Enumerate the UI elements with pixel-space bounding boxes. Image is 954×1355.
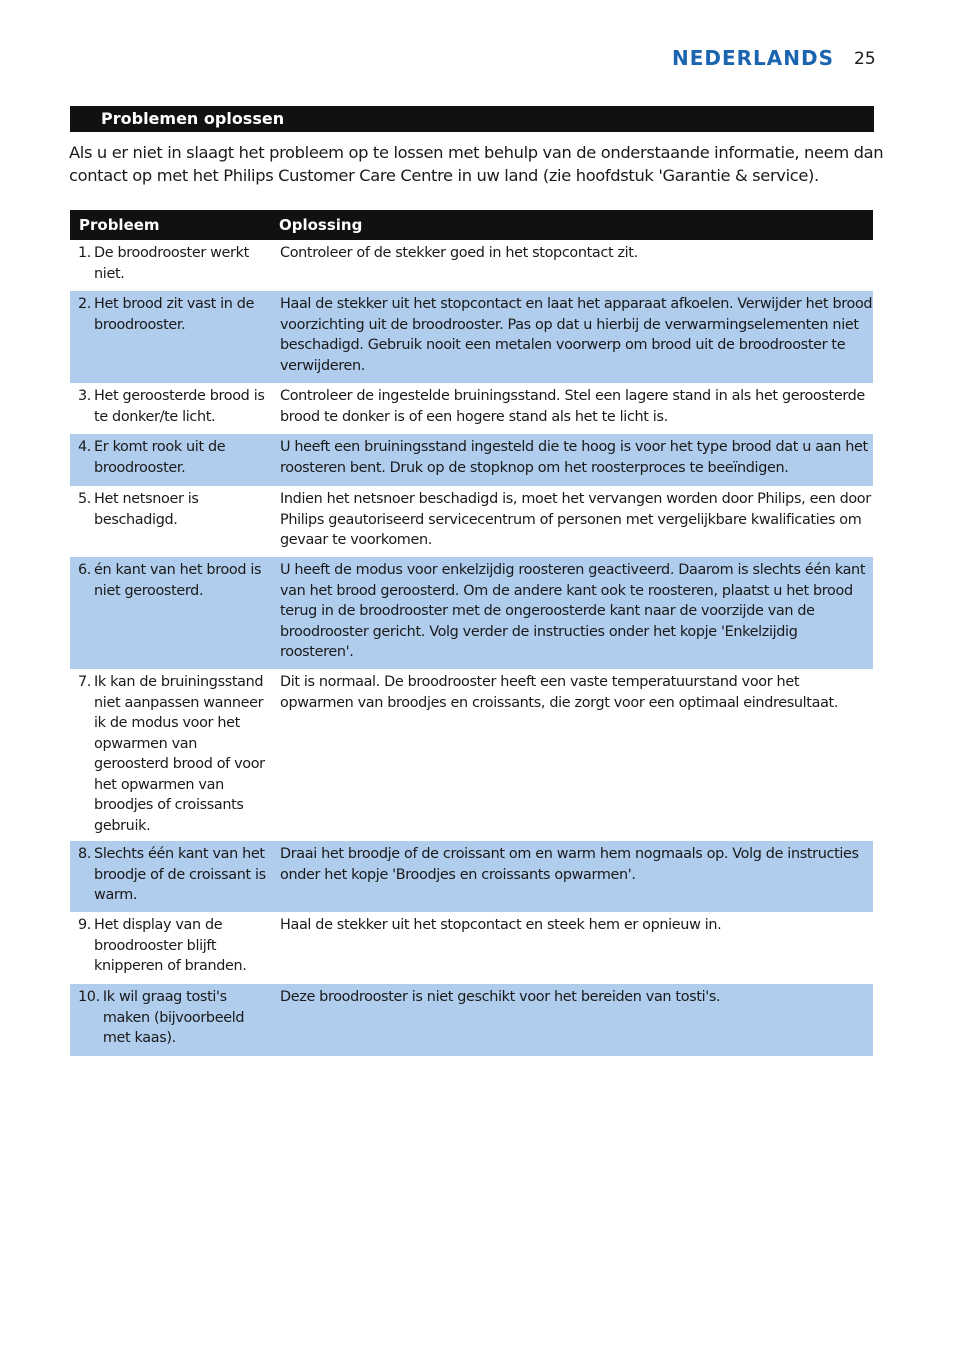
header-solution: Oplossing [279,216,363,234]
table-header [70,210,873,240]
problem-text: Er komt rook uit de broodrooster. [94,439,226,476]
header-language: NEDERLANDS [671,46,834,70]
problem-text: Ik wil graag tosti's maken (bijvoorbeeld met kaas). [102,989,245,1046]
problem-text: Ik kan de bruiningsstand niet aanpassen wanneer ik de modus voor het opwarmen van geroosterd brood of voor het opwarmen van broodjes of croissants gebruik. [94,674,265,834]
troubleshooting-table [70,210,873,1056]
intro-paragraph: Als u er niet in slaagt het probleem op te lossen met behulp van de onderstaande informatie, neem dan contact op met het Philips Customer Care Centre in uw land (zie hoofdstuk 'Garantie & service). [69,143,884,185]
problem-text: De broodrooster werkt niet. [94,245,249,282]
solution-cell: Draai het broodje of de croissant om en warm hem nogmaals op. Volg de instructies onder het kopje 'Broodjes en croissants opwarmen'. [280,846,859,883]
problem-cell [70,984,279,1056]
row-number: 7. [78,674,92,690]
problem-cell [70,291,279,383]
solution-cell: Haal de stekker uit het stopcontact en steek hem er opnieuw in. [280,917,722,933]
problem-cell [70,240,279,291]
table-row [70,912,873,984]
table-row [70,486,873,557]
problem-cell [70,669,279,841]
row-number: 10. [78,989,100,1005]
table-row [70,557,873,669]
solution-cell: Haal de stekker uit het stopcontact en laat het apparaat afkoelen. Verwijder het brood voorzichting uit de broodrooster. Pas op dat u hierbij de verwarmingselementen niet beschadigd. Gebruik nooit een metalen voorwerp om brood uit de broodrooster te verwijderen. [280,296,873,374]
problem-text: Het netsnoer is beschadigd. [94,491,199,528]
problem-cell [70,841,279,912]
table-row [70,841,873,912]
problem-cell [70,557,279,669]
row-number: 2. [78,296,92,312]
problem-cell [70,434,279,486]
header-problem: Probleem [79,216,160,234]
row-number: 5. [78,491,92,507]
page-number: 25 [854,49,876,69]
problem-text: én kant van het brood is niet geroosterd. [94,562,262,599]
row-number: 9. [78,917,92,933]
problem-cell [70,912,279,984]
row-number: 4. [78,439,92,455]
problem-cell [70,383,279,434]
table-row [70,669,873,841]
solution-cell: Indien het netsnoer beschadigd is, moet het vervangen worden door Philips, een door Philips geautoriseerd servicecentrum of personen met vergelijkbare kwalificaties om gevaar te voorkomen. [280,491,871,548]
section-title-bar [70,106,874,132]
problem-text: Het display van de broodrooster blijft knipperen of branden. [94,917,247,974]
problem-text: Het geroosterde brood is te donker/te licht. [94,388,265,425]
row-number: 8. [78,846,92,862]
problem-cell [70,486,279,557]
solution-cell: U heeft een bruiningsstand ingesteld die te hoog is voor het type brood dat u aan het roosteren bent. Druk op de stopknop om het roosterproces te beeïndigen. [280,439,868,476]
solution-cell: U heeft de modus voor enkelzijdig roosteren geactiveerd. Daarom is slechts één kant van het brood geroosterd. Om de andere kant ook te roosteren, plaatst u het brood terug in de broodrooster met de ongeroosterde kant naar de voorzijde van de broodrooster gericht. Volg verder de instructies onder het kopje 'Enkelzijdig roosteren'. [280,562,866,660]
table-row [70,434,873,486]
row-number: 1. [78,245,92,261]
row-number: 6. [78,562,92,578]
table-row [70,984,873,1056]
row-number: 3. [78,388,92,404]
solution-cell: Controleer de ingestelde bruiningsstand. Stel een lagere stand in als het geroosterde brood te donker is of een hogere stand als het te licht is. [280,388,865,425]
table-row [70,291,873,383]
section-title: Problemen oplossen [101,109,285,128]
solution-cell: Controleer of de stekker goed in het stopcontact zit. [280,245,638,261]
problem-text: Het brood zit vast in de broodrooster. [94,296,255,333]
table-row [70,240,873,291]
solution-cell: Deze broodrooster is niet geschikt voor het bereiden van tosti's. [280,989,721,1005]
solution-cell: Dit is normaal. De broodrooster heeft een vaste temperatuurstand voor het opwarmen van broodjes en croissants, die zorgt voor een optimaal eindresultaat. [280,674,839,711]
table-row [70,383,873,434]
problem-text: Slechts één kant van het broodje of de croissant is warm. [94,846,266,903]
